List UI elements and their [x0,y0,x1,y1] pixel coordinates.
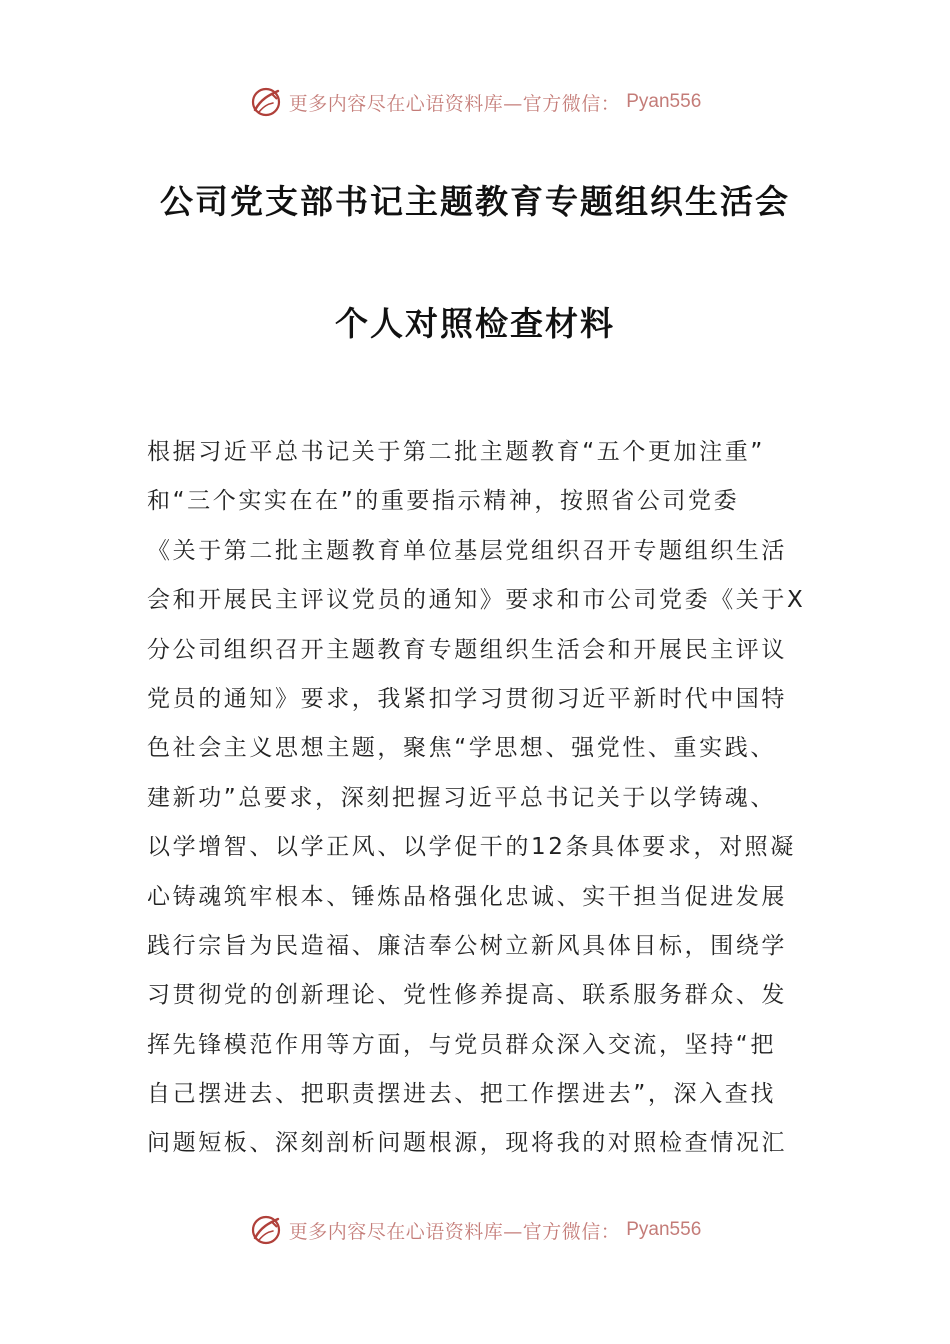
body-line: 根据习近平总书记关于第二批主题教育“五个更加注重” [147,439,765,465]
body-line: 自己摆进去、把职责摆进去、把工作摆进去”，深入查找 [147,1081,776,1108]
document-title-line1: 公司党支部书记主题教育专题组织生活会 [160,182,790,221]
watermark-wechat-id: Pyan556 [626,91,702,112]
watermark-text: 更多内容尽在心语资料库—官方微信： [288,1220,621,1243]
body-line: 色社会主义思想主题，聚焦“学思想、强党性、重实践、 [147,735,776,762]
watermark-banner-bottom [0,1210,950,1250]
body-line: 《关于第二批主题教育单位基层党组织召开专题组织生活 [147,537,787,564]
watermark-wechat-id: Pyan556 [626,1219,702,1240]
body-line: 会和开展民主评议党员的通知》要求和市公司党委《关于X [147,587,806,614]
body-line: 建新功”总要求，深刻把握习近平总书记关于以学铸魂、 [147,784,776,811]
body-line: 挥先锋模范作用等方面，与党员群众深入交流，坚持“把 [147,1031,776,1058]
body-line: 心铸魂筑牢根本、锤炼品格强化忠诚、实干担当促进发展 [147,883,787,910]
pen-signature-icon [249,85,283,119]
watermark-text: 更多内容尽在心语资料库—官方微信： [288,92,621,115]
body-line: 习贯彻党的创新理论、党性修养提高、联系服务群众、发 [147,982,787,1009]
body-line: 和“三个实实在在”的重要指示精神，按照省公司党委 [147,488,740,515]
document-title-line2: 个人对照检查材料 [335,304,615,343]
body-line: 以学增智、以学正风、以学促干的12条具体要求，对照凝 [147,834,796,861]
document-body [147,428,807,1169]
body-line: 分公司组织召开主题教育专题组织生活会和开展民主评议 [147,636,787,663]
body-line: 践行宗旨为民造福、廉洁奉公树立新风具体目标，围绕学 [147,932,787,959]
watermark-banner-top [0,82,950,122]
body-line: 党员的通知》要求，我紧扣学习贯彻习近平新时代中国特 [147,685,787,712]
pen-signature-icon [249,1213,283,1247]
body-line: 问题短板、深刻剖析问题根源，现将我的对照检查情况汇 [147,1130,787,1157]
